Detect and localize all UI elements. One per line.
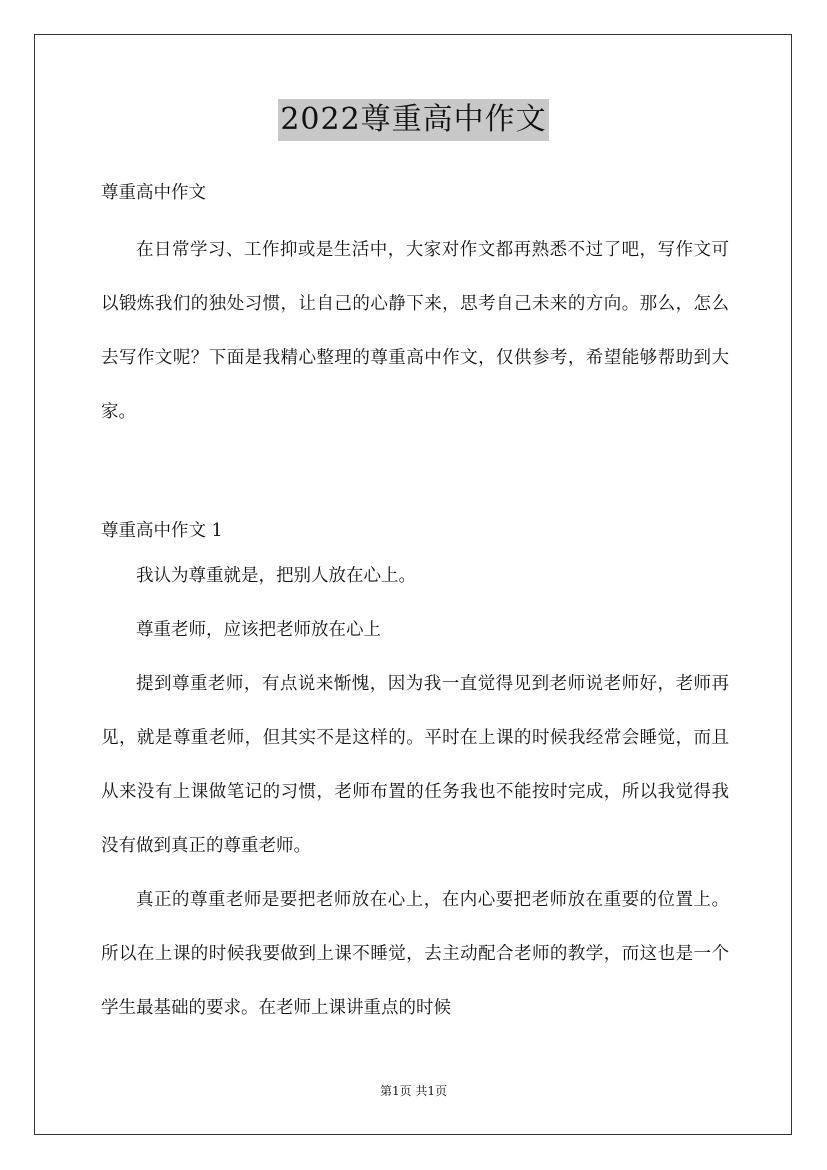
body-paragraph: 尊重老师，应该把老师放在心上 (136, 620, 381, 640)
section-heading: 尊重高中作文 1 (101, 521, 223, 541)
body-paragraph: 真正的尊重老师是要把老师放在心上，在内心要把老师放在重要的位置上。所以在上课的时候我要做到上课不睡觉，去主动配合老师的教学，而这也是一个学生最基础的要求。在老师上课讲重点的时候 (101, 890, 729, 1018)
page-footer: 第1页 共1页 (379, 1084, 448, 1098)
body-paragraph: 我认为尊重就是，把别人放在心上。 (136, 566, 416, 586)
document-title: 2022尊重高中作文 (278, 99, 548, 141)
title-container (0, 99, 827, 141)
body-paragraph: 提到尊重老师，有点说来惭愧，因为我一直觉得见到老师说老师好，老师再见，就是尊重老师，但其实不是这样的。平时在上课的时候我经常会睡觉，而且从来没有上课做笔记的习惯，老师布置的任务我也不能按时完成，所以我觉得我没有做到真正的尊重老师。 (101, 674, 729, 856)
document-body (101, 175, 729, 1035)
subtitle: 尊重高中作文 (101, 183, 206, 203)
intro-paragraph: 在日常学习、工作抑或是生活中，大家对作文都再熟悉不过了吧，写作文可以锻炼我们的独处习惯，让自己的心静下来，思考自己未来的方向。那么，怎么去写作文呢？下面是我精心整理的尊重高中作文，仅供参考，希望能够帮助到大家。 (101, 240, 729, 422)
